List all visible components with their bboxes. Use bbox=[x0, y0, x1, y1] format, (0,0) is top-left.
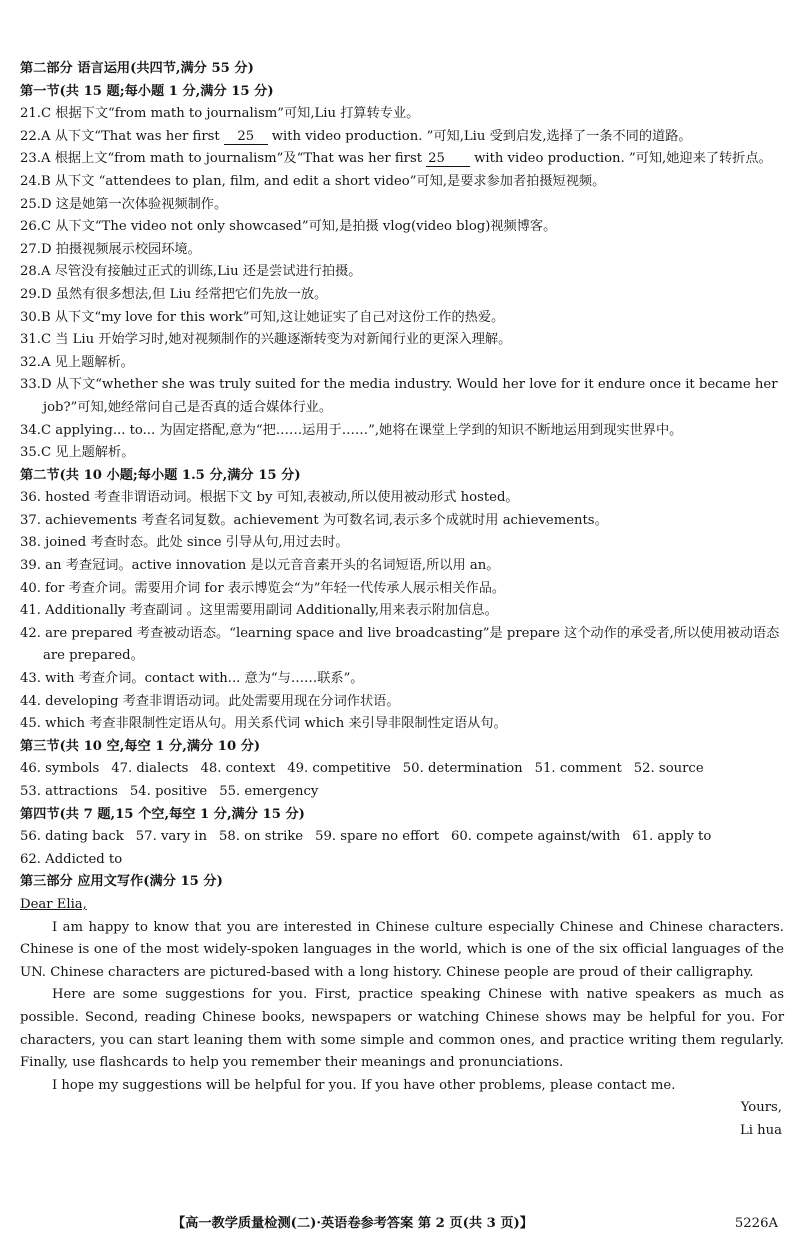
answer-28: 28.A 尽管没有接触过正式的训练,Liu 还是尝试进行拍摄。 bbox=[20, 264, 362, 280]
answer-38: 38. joined 考查时态。此处 since 引导从句,用过去时。 bbox=[20, 535, 349, 551]
answer-36: 36. hosted 考查非谓语动词。根据下文 by 可知,表被动,所以使用被动形式 hosted。 bbox=[20, 490, 519, 506]
footer-title: 【高一教学质量检测(二)·英语卷参考答案 第 2 页(共 3 页)】 bbox=[172, 1216, 533, 1231]
section3-answers-row2: 53. attractions 54. positive 55. emergency bbox=[20, 784, 319, 799]
answer-32: 32.A 见上题解析。 bbox=[20, 354, 134, 370]
section1-heading: 第一节(共 15 题;每小题 1 分,满分 15 分) bbox=[20, 83, 274, 99]
section4-answers-row1: 56. dating back 57. vary in 58. on strike 59. spare no effort 60. compete against/with 61. apply to bbox=[20, 829, 712, 845]
blank-25: 25 bbox=[224, 129, 268, 145]
answer-21: 21.C 根据下文“from math to journalism”可知,Liu 打算转专业。 bbox=[20, 106, 420, 122]
answer-37: 37. achievements 考查名词复数。achievement 为可数名词,表示多个成就时用 achievements。 bbox=[20, 512, 608, 528]
answer-42: 42. are prepared 考查被动语态。“learning space and live broadcasting”是 prepare 这个动作的承受者,所以使用被动语态 are prepared。 bbox=[20, 625, 780, 664]
answer-23: 23.A 根据上文“from math to journalism”及“That was her first 25 with video production. ”可知,她迎来了转折点。 bbox=[20, 151, 772, 167]
section4-heading: 第四节(共 7 题,15 个空,每空 1 分,满分 15 分) bbox=[20, 806, 305, 822]
answer-44: 44. developing 考查非谓语动词。此处需要用现在分词作状语。 bbox=[20, 693, 400, 709]
answer-30: 30.B 从下文“my love for this work”可知,这让她证实了自己对这份工作的热爱。 bbox=[20, 309, 505, 325]
answer-31: 31.C 当 Liu 开始学习时,她对视频制作的兴趣逐渐转变为对新闻行业的更深入理解。 bbox=[20, 332, 512, 348]
answer-43: 43. with 考查介词。contact with... 意为“与……联系”。 bbox=[20, 671, 364, 687]
section3-answers-row1: 46. symbols 47. dialects 48. context 49. competitive 50. determination 51. comment 52. source bbox=[20, 761, 704, 777]
section2-heading: 第二节(共 10 小题;每小题 1.5 分,满分 15 分) bbox=[20, 467, 301, 483]
section3-heading: 第三节(共 10 空,每空 1 分,满分 10 分) bbox=[20, 738, 261, 754]
letter-signature: Li hua bbox=[739, 1122, 782, 1138]
letter-paragraph-1: I am happy to know that you are interested in Chinese culture especially Chinese and Chinese characters. Chinese is one of the most widely-spoken languages in the world, which is one of the six official languages of the UN. Chinese characters are pictured-based with a long history. Chinese people are proud of their calligraphy. bbox=[20, 919, 784, 980]
blank-25: 25 bbox=[426, 151, 470, 167]
answer-29: 29.D 虽然有很多想法,但 Liu 经常把它们先放一放。 bbox=[20, 286, 328, 302]
letter-salutation: Dear Elia, bbox=[20, 896, 87, 912]
part3-heading: 第三部分 应用文写作(满分 15 分) bbox=[20, 874, 223, 890]
answer-33: 33.D 从下文“whether she was truly suited for the media industry. Would her love for it endure once it became her job?”可知,她经常问自己是否真的适合媒体行业。 bbox=[20, 377, 778, 415]
answer-page bbox=[20, 58, 784, 1143]
footer-code: 5226A bbox=[734, 1216, 778, 1231]
answer-35: 35.C 见上题解析。 bbox=[20, 445, 135, 461]
part2-heading: 第二部分 语言运用(共四节,满分 55 分) bbox=[20, 61, 254, 76]
letter-paragraph-2: Here are some suggestions for you. First, practice speaking Chinese with native speakers as much as possible. Second, reading Chinese books, newspapers or watching Chinese shows may be helpful for you. For characters, you can start leaning them with some simple and common ones, and practice writing them regularly. Finally, use flashcards to help you remember their meanings and pronunciations. bbox=[20, 987, 784, 1071]
answer-41: 41. Additionally 考查副词 。这里需要用副词 Additionally,用来表示附加信息。 bbox=[20, 603, 498, 619]
answer-40: 40. for 考查介词。需要用介词 for 表示博览会“为”年轻一代传承人展示相关作品。 bbox=[20, 580, 506, 596]
letter-paragraph-3: I hope my suggestions will be helpful for you. If you have other problems, please contact me. bbox=[52, 1077, 676, 1093]
answer-25: 25.D 这是她第一次体验视频制作。 bbox=[20, 196, 228, 212]
answer-45: 45. which 考查非限制性定语从句。用关系代词 which 来引导非限制性定语从句。 bbox=[20, 716, 507, 732]
answer-24: 24.B 从下文 “attendees to plan, film, and edit a short video”可知,是要求参加者拍摄短视频。 bbox=[20, 173, 606, 189]
answer-34: 34.C applying... to... 为固定搭配,意为“把……运用于……”,她将在课堂上学到的知识不断地运用到现实世界中。 bbox=[20, 422, 683, 438]
section4-answers-row2: 62. Addicted to bbox=[20, 851, 123, 867]
answer-22: 22.A 从下文“That was her first 25 with video production. ”可知,Liu 受到启发,选择了一条不同的道路。 bbox=[20, 128, 692, 144]
answer-26: 26.C 从下文“The video not only showcased”可知,是拍摄 vlog(video blog)视频博客。 bbox=[20, 219, 557, 235]
letter-closing: Yours, bbox=[740, 1100, 782, 1116]
answer-27: 27.D 拍摄视频展示校园环境。 bbox=[20, 241, 201, 257]
answer-39: 39. an 考查冠词。active innovation 是以元音音素开头的名词短语,所以用 an。 bbox=[20, 558, 500, 574]
